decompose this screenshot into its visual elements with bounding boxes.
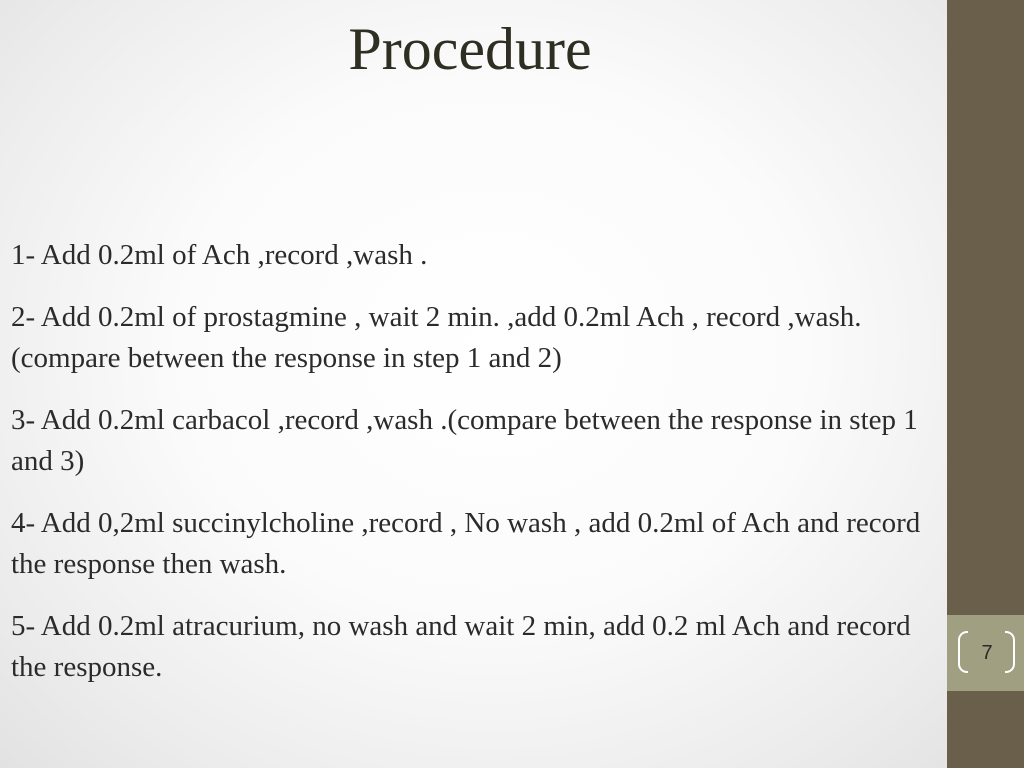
left-brace-icon — [958, 631, 968, 673]
page-number: 7 — [981, 642, 993, 664]
procedure-steps-list — [11, 235, 936, 709]
procedure-step-5: 5- Add 0.2ml atracurium, no wash and wait 2 min, add 0.2 ml Ach and record the response. — [11, 610, 911, 683]
procedure-step-2: 2- Add 0.2ml of prostagmine , wait 2 min. ,add 0.2ml Ach , record ,wash. (compare between the response in step 1 and 2) — [11, 301, 862, 374]
procedure-step-1: 1- Add 0.2ml of Ach ,record ,wash . — [11, 239, 428, 271]
procedure-step-4: 4- Add 0,2ml succinylcholine ,record , No wash , add 0.2ml of Ach and record the response then wash. — [11, 507, 921, 580]
slide-title: Procedure — [348, 16, 592, 82]
procedure-step-3: 3- Add 0.2ml carbacol ,record ,wash .(compare between the response in step 1 and 3) — [11, 404, 918, 477]
right-brace-icon — [1005, 631, 1015, 673]
